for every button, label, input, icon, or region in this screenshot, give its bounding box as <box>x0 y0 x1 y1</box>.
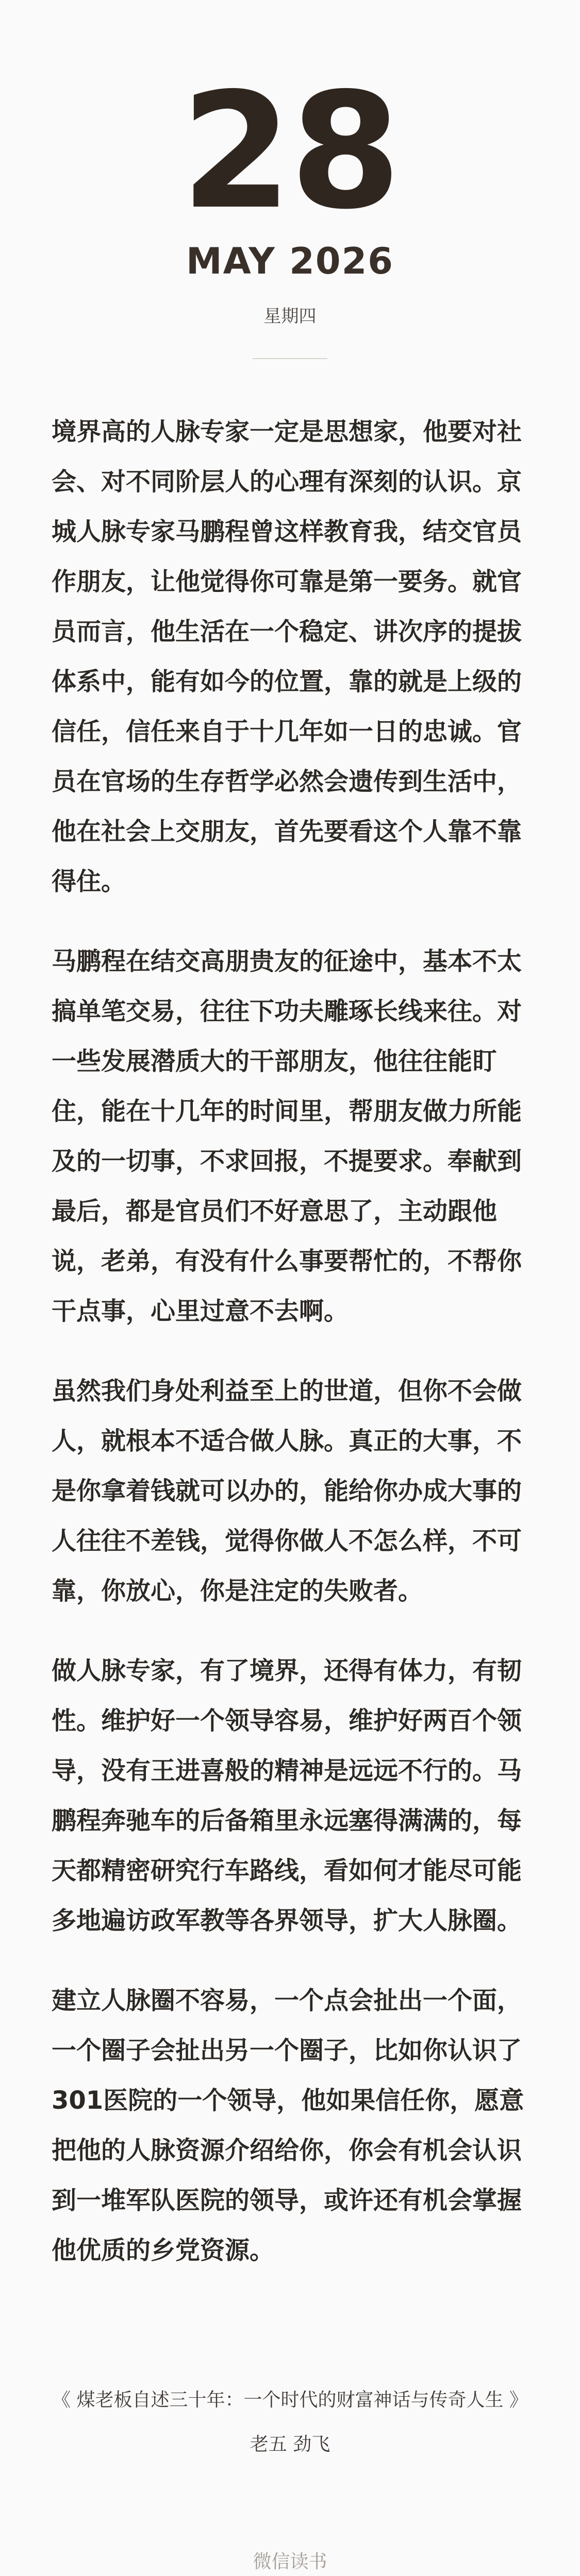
book-title: 《 煤老板自述三十年：一个时代的财富神话与传奇人生 》 <box>52 2389 528 2411</box>
paragraph-3: 虽然我们身处利益至上的世道，但你不会做人，就根本不适合做人脉。真正的大事，不是你拿着钱就可以办的，能给你办成大事的人往往不差钱，觉得你做人不怎么样，不可靠，你放心，你是注定的失败者。 <box>52 1377 522 1605</box>
paragraph-1: 境界高的人脉专家一定是思想家，他要对社会、对不同阶层人的心理有深刻的认识。京城人脉专家马鹏程曾这样教育我，结交官员作朋友，让他觉得你可靠是第一要务。就官员而言，他生活在一个稳定、讲次序的提拔体系中，能有如今的位置，靠的就是上级的信任，信任来自于十几年如一日的忠诚。官员在官场的生存哲学必然会遗传到生活中，他在社会上交朋友，首先要看这个人靠不靠得住。 <box>52 417 522 896</box>
weekday: 星期四 <box>263 306 317 327</box>
divider <box>253 358 327 359</box>
article-body <box>52 407 528 2306</box>
paragraph-4: 做人脉专家，有了境界，还得有体力，有韧性。维护好一个领导容易，维护好两百个领导，没有王进喜般的精神是远远不行的。马鹏程奔驰车的后备箱里永远塞得满满的，每天都精密研究行车路线，看如何才能尽可能多地遍访政军教等各界领导，扩大人脉圈。 <box>52 1656 522 1935</box>
paragraph-2: 马鹏程在结交高朋贵友的征途中，基本不太搞单笔交易，往往下功夫雕琢长线来往。对一些发展潜质大的干部朋友，他往往能盯住，能在十几年的时间里，帮朋友做力所能及的一切事，不求回报，不提要求。奉献到最后，都是官员们不好意思了，主动跟他说，老弟，有没有什么事要帮忙的，不帮你干点事，心里过意不去啊。 <box>52 947 522 1326</box>
month-year: MAY 2026 <box>186 240 394 282</box>
author-name: 老五 劲飞 <box>250 2434 330 2455</box>
paragraph-5: 建立人脉圈不容易，一个点会扯出一个面，一个圈子会扯出另一个圈子，比如你认识了301医院的一个领导，他如果信任你，愿意把他的人脉资源介绍给你，你会有机会认识到一堆军队医院的领导，或许还有机会掌握他优质的乡党资源。 <box>52 1986 524 2265</box>
app-brand: 微信读书 <box>253 2551 327 2572</box>
date-header <box>0 59 580 327</box>
source-attribution <box>52 2385 528 2460</box>
day-number: 28 <box>180 59 400 245</box>
